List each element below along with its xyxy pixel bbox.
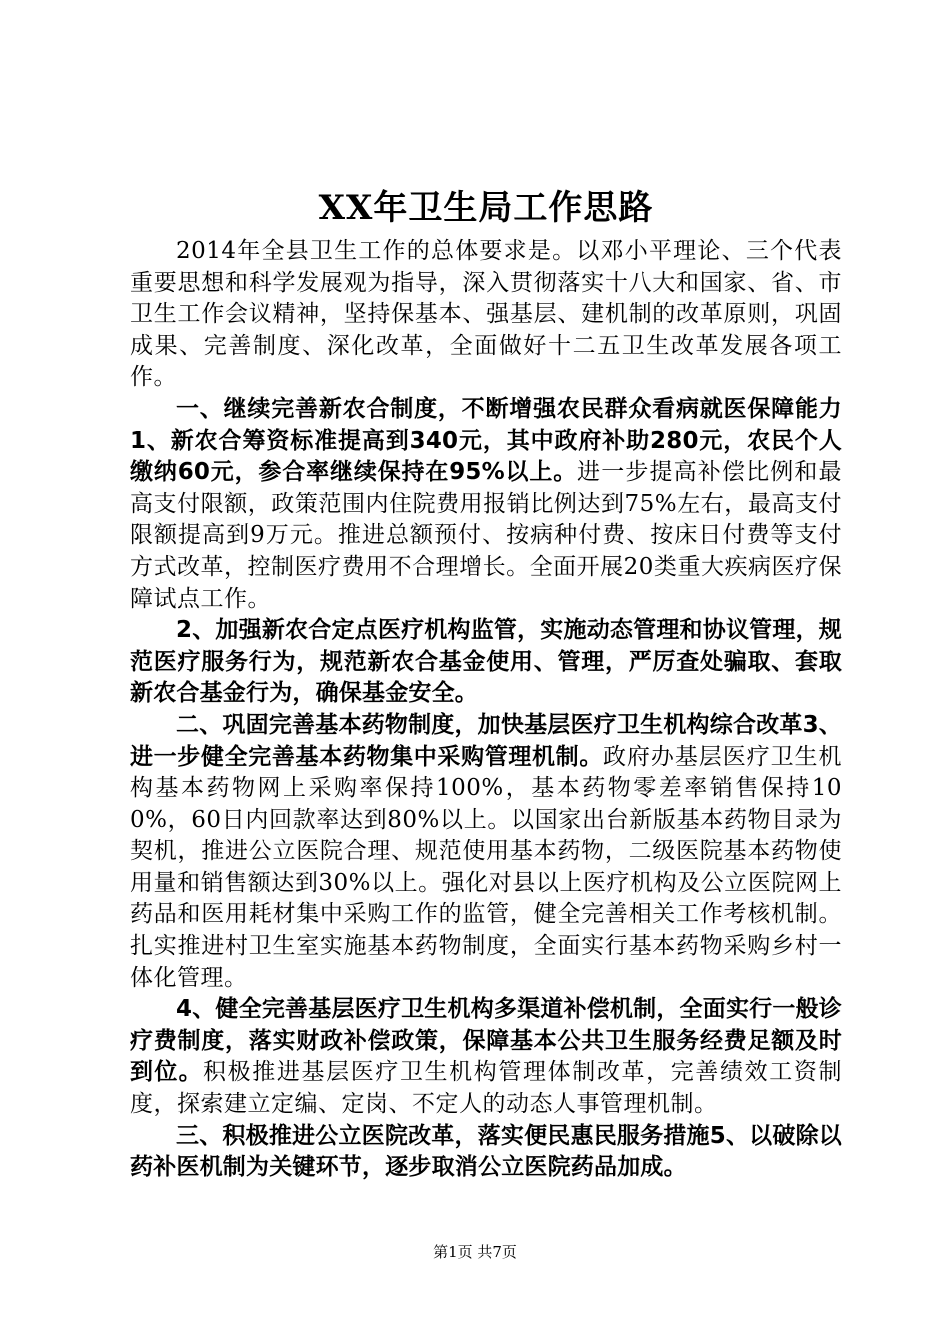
paragraph (130, 394, 842, 615)
text-segment: 进一步提高补偿比例和最高支付限额，政策范围内住院费用报销比例达到75%左右，最高支付限额提高到9万元。推进总额预付、按病种付费、按床日付费等支付方式改革，控制医疗费用不合理增长。全面开展20类重大疾病医疗保障试点工作。 (130, 459, 843, 612)
bold-text-segment: 三、积极推进公立医院改革，落实便民惠民服务措施5、以破除以药补医机制为关键环节，逐步取消公立医院药品加成。 (130, 1122, 842, 1181)
paragraph (130, 1121, 842, 1184)
text-segment: 2014年全县卫生工作的总体要求是。以邓小平理论、三个代表重要思想和科学发展观为指导，深入贯彻落实十八大和国家、省、市卫生工作会议精神，坚持保基本、强基层、建机制的改革原则，巩固成果、完善制度、深化改革，全面做好十二五卫生改革发展各项工作。 (130, 238, 842, 391)
bold-text-segment: 2、加强新农合定点医疗机构监管，实施动态管理和协议管理，规范医疗服务行为，规范新农合基金使用、管理，严厉查处骗取、套取新农合基金行为，确保基金安全。 (130, 617, 842, 707)
text-segment: 政府办基层医疗卫生机构基本药物网上采购率保持100%，基本药物零差率销售保持100%，60日内回款率达到80%以上。以国家出台新版基本药物目录为契机，推进公立医院合理、规范使用基本药物，二级医院基本药物使用量和销售额达到30%以上。强化对县以上医疗机构及公立医院网上药品和医用耗材集中采购工作的监管，健全完善相关工作考核机制。扎实推进村卫生室实施基本药物制度，全面实行基本药物采购乡村一体化管理。 (130, 743, 843, 991)
text-segment: 积极推进基层医疗卫生机构管理体制改革，完善绩效工资制度，探索建立定编、定岗、不定人的动态人事管理机制。 (130, 1059, 842, 1118)
document-page (130, 180, 842, 1184)
page-footer: 第1页 共7页 (433, 1243, 517, 1261)
document-title: XX年卫生局工作思路 (318, 188, 654, 228)
paragraph (130, 236, 842, 394)
bold-text-segment: 4、健全完善基层医疗卫生机构多渠道补偿机制，全面实行一般诊疗费制度，落实财政补偿政策，保障基本公共卫生服务经费足额及时到位。 (130, 996, 842, 1086)
paragraph (130, 994, 842, 1120)
paragraph (130, 710, 842, 994)
paragraph (130, 615, 842, 710)
bold-text-segment: 二、巩固完善基本药物制度，加快基层医疗卫生机构综合改革3、进一步健全完善基本药物集中采购管理机制。 (130, 711, 842, 770)
bold-text-segment: 一、继续完善新农合制度，不断增强农民群众看病就医保障能力1、新农合筹资标准提高到340元，其中政府补助280元，农民个人缴纳60元，参合率继续保持在95%以上。 (130, 395, 842, 486)
document-body (130, 236, 842, 1184)
